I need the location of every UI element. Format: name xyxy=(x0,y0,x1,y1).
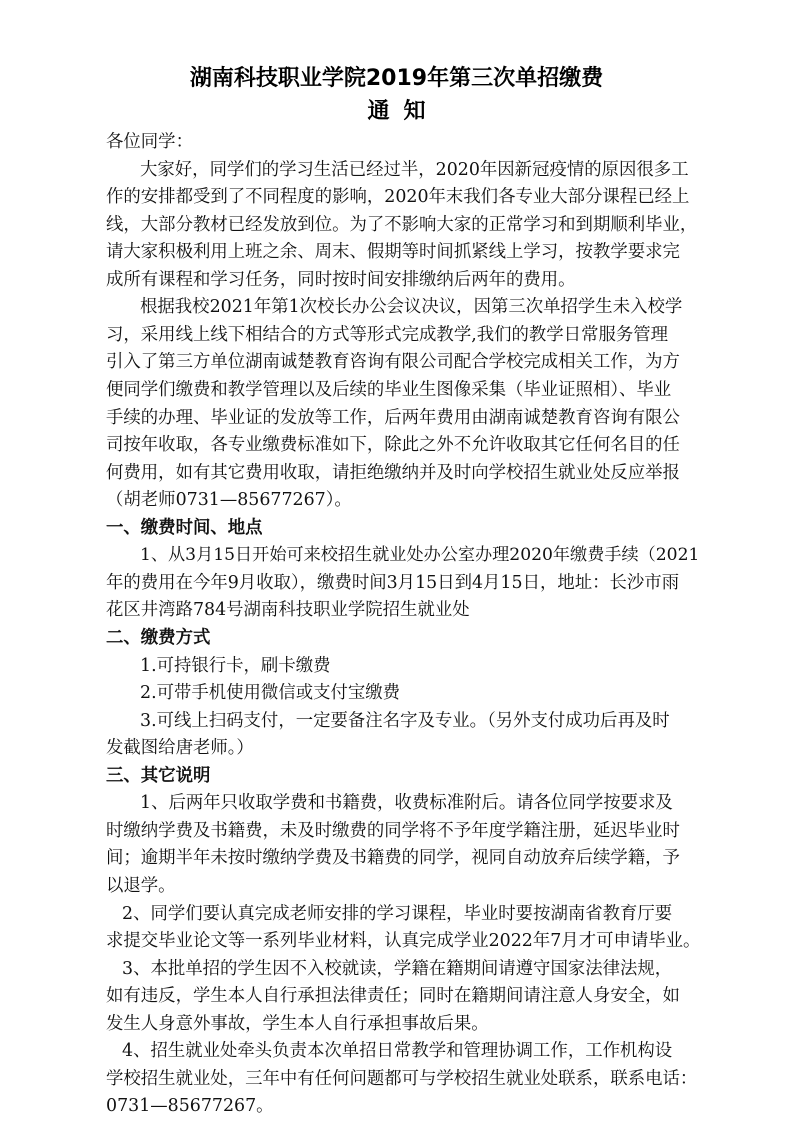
section1-heading: 一、缴费时间、地点 xyxy=(106,517,263,538)
section3-item1-line: 1、后两年只收取学费和书籍费，收费标准附后。请各位同学按要求及 xyxy=(140,793,673,814)
section2-heading: 二、缴费方式 xyxy=(106,628,211,648)
section2-line: 1.可持银行卡，刷卡缴费 xyxy=(140,655,331,676)
section1-line: 花区井湾路784号湖南科技职业学院招生就业处 xyxy=(106,600,470,621)
section3-item3-line: 如有违反，学生本人自行承担法律责任；同时在籍期间请注意人身安全，如 xyxy=(106,986,680,1007)
section3-item1-line: 时缴纳学费及书籍费，未及时缴费的同学将不予年度学籍注册，延迟毕业时 xyxy=(106,820,680,841)
section1-line: 1、从3月15日开始可来校招生就业处办公室办理2020年缴费手续（2021 xyxy=(140,545,700,566)
section3-heading: 三、其它说明 xyxy=(106,765,211,786)
section3-item4-line: 学校招生就业处，三年中有任何问题都可与学校招生就业处联系，联系电话： xyxy=(106,1068,698,1089)
section2-line: 2.可带手机使用微信或支付宝缴费 xyxy=(140,683,401,704)
paragraph2-line: 便同学们缴费和教学管理以及后续的毕业生图像采集（毕业证照相）、毕业 xyxy=(106,380,672,400)
section2-line: 3.可线上扫码支付，一定要备注名字及专业。（另外支付成功后再及时 xyxy=(140,710,670,731)
document-subtitle: 通知 xyxy=(367,99,440,124)
paragraph1-line: 请大家积极利用上班之余、周末、假期等时间抓紧线上学习，按教学要求完 xyxy=(106,242,680,263)
section3-item2-line: 求提交毕业论文等一系列毕业材料，认真完成学业2022年7月才可申请毕业。 xyxy=(106,931,701,952)
section3-item4-line: 4、招生就业处牵头负责本次单招日常教学和管理协调工作，工作机构设 xyxy=(122,1041,673,1062)
paragraph2-line: 手续的办理、毕业证的发放等工作，后两年费用由湖南诚楚教育咨询有限公 xyxy=(106,407,680,428)
section1-line: 年的费用在今年9月收取），缴费时间3月15日到4月15日，地址：长沙市雨 xyxy=(106,572,680,593)
paragraph2-line: 引入了第三方单位湖南诚楚教育咨询有限公司配合学校完成相关工作，为方 xyxy=(106,352,680,373)
paragraph1-line: 成所有课程和学习任务，同时按时间安排缴纳后两年的费用。 xyxy=(106,269,576,290)
paragraph2-line: （胡老师0731—85677267）。 xyxy=(106,490,352,511)
section3-item1-line: 以退学。 xyxy=(106,876,176,896)
paragraph1-line: 线，大部分教材已经发放到位。为了不影响大家的正常学习和到期顺利毕业， xyxy=(106,214,698,235)
paragraph2-line: 根据我校2021年第1次校长办公会议决议，因第三次单招学生未入校学 xyxy=(140,297,683,318)
paragraph2-line: 司按年收取，各专业缴费标准如下，除此之外不允许收取其它任何名目的任 xyxy=(106,435,680,456)
paragraph1-line: 大家好，同学们的学习生活已经过半，2020年因新冠疫情的原因很多工 xyxy=(140,159,689,180)
paragraph2-line: 何费用，如有其它费用收取，请拒绝缴纳并及时向学校招生就业处反应举报 xyxy=(106,462,680,483)
document-title: 湖南科技职业学院2019年第三次单招缴费 xyxy=(189,66,604,91)
section2-line: 发截图给唐老师。） xyxy=(106,738,254,759)
section3-item4-line: 0731—85677267。 xyxy=(106,1096,274,1117)
section3-item2-line: 2、同学们要认真完成老师安排的学习课程，毕业时要按湖南省教育厅要 xyxy=(122,903,673,924)
paragraph1-line: 作的安排都受到了不同程度的影响，2020年末我们各专业大部分课程已经上 xyxy=(106,187,690,208)
section3-item1-line: 间；逾期半年未按时缴纳学费及书籍费的同学，视同自动放弃后续学籍，予 xyxy=(106,848,680,869)
section3-item3-line: 发生人身意外事故，学生本人自行承担事故后果。 xyxy=(106,1013,489,1034)
paragraph2-line: 习，采用线上线下相结合的方式等形式完成教学,我们的教学日常服务管理 xyxy=(106,324,669,345)
greeting: 各位同学： xyxy=(106,132,193,152)
section3-item3-line: 3、本批单招的学生因不入校就读，学籍在籍期间请遵守国家法律法规， xyxy=(122,958,673,979)
